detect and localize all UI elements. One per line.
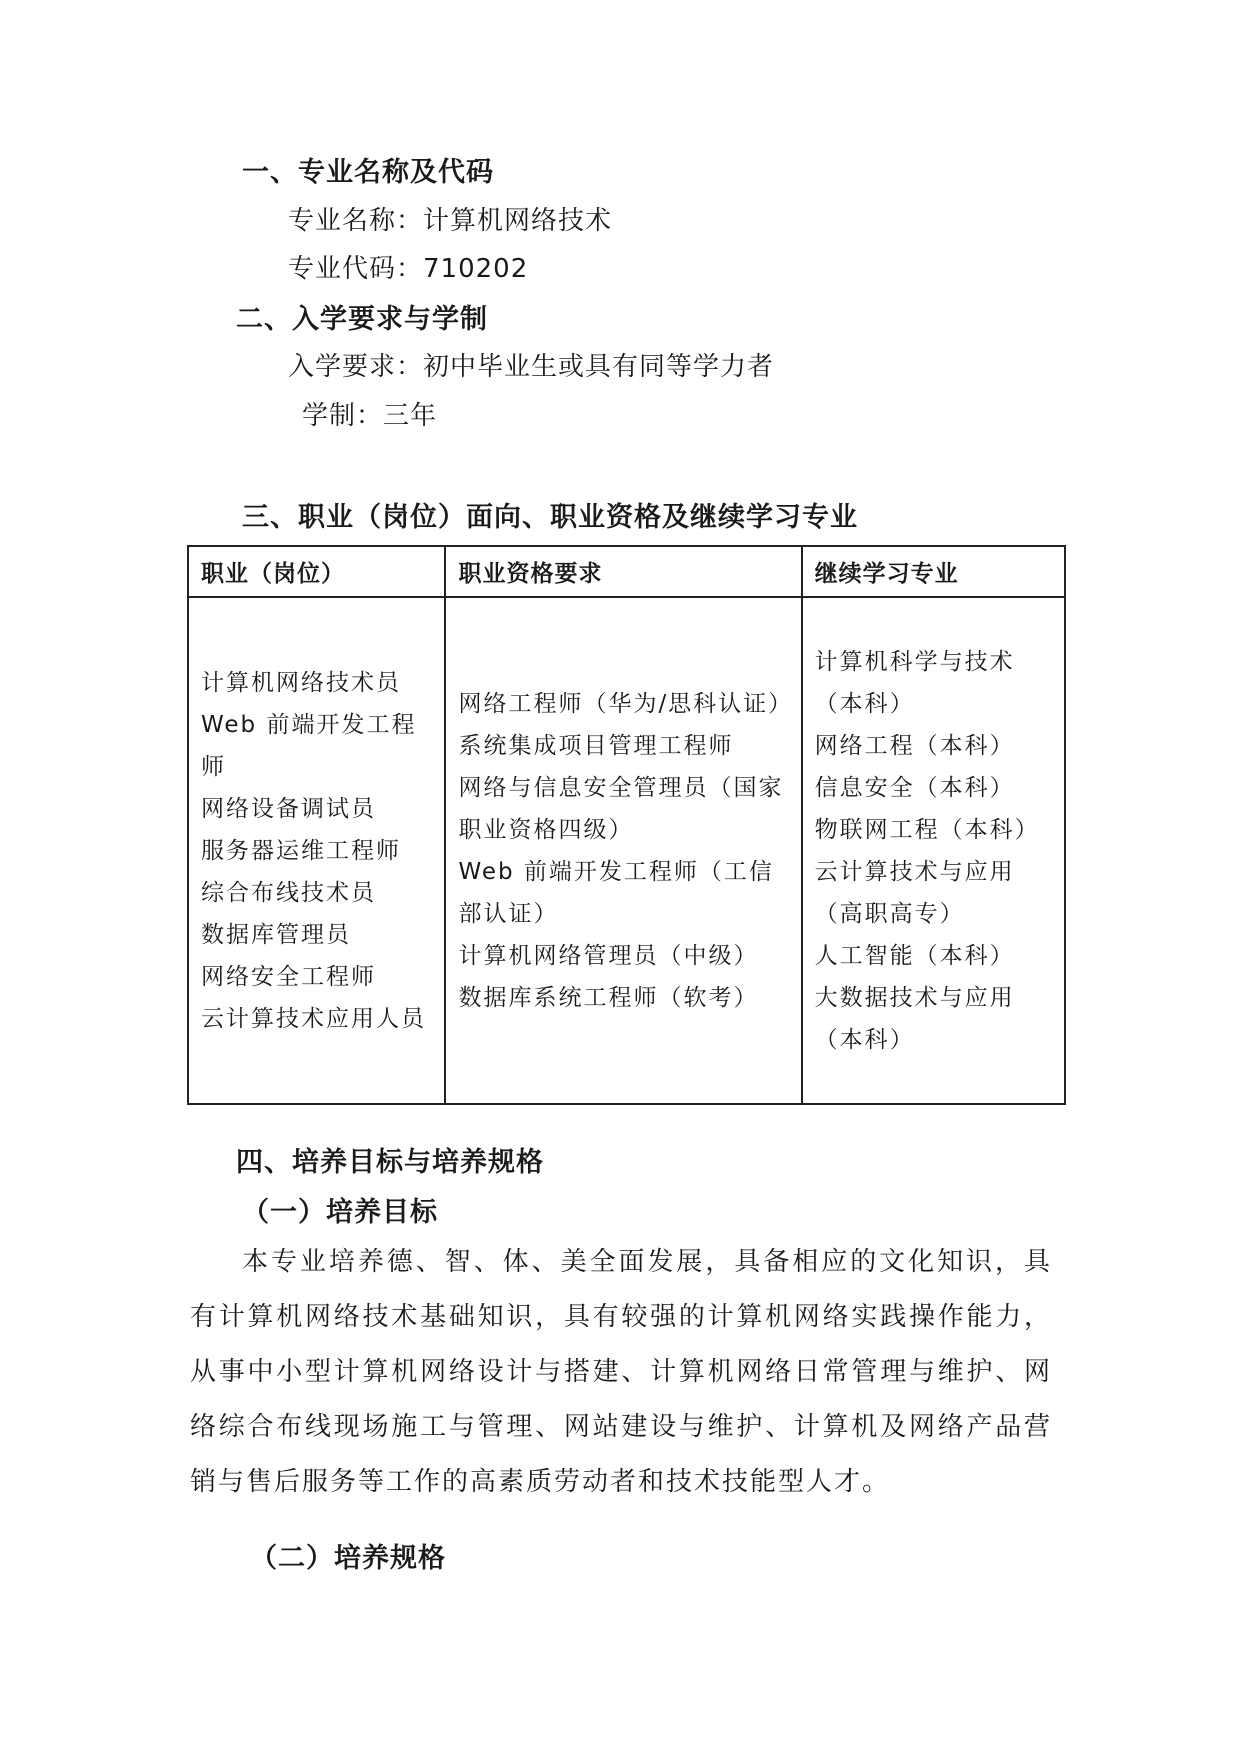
training-spec-heading: （二）培养规格 [250,1543,446,1574]
list-item: 系统集成项目管理工程师 [458,732,734,759]
duration-line [302,395,437,432]
list-item: 网络工程（本科） [814,732,1015,759]
list-item: 人工智能（本科） [814,942,1015,969]
col-header-further-study: 继续学习专业 [802,546,1065,597]
occupation-list [201,662,434,1040]
qualification-list [458,683,794,1019]
list-item: 网络工程师（华为/思科认证） [458,690,794,717]
major-name-line [288,200,612,237]
list-item: 物联网工程（本科） [814,816,1040,843]
training-goal-paragraph: 本专业培养德、智、体、美全面发展，具备相应的文化知识，具有计算机网络技术基础知识，具有较强的计算机网络实践操作能力，从事中小型计算机网络设计与搭建、计算机网络日常管理与维护、网络综合布线现场施工与管理、网站建设与维护、计算机及网络产品营销与售后服务等工作的高素质劳动者和技术技能型人才。 [190,1247,1052,1497]
major-name-value: 计算机网络技术 [423,206,613,236]
list-item: Web 前端开发工程师（工信部认证） [458,858,774,927]
list-item: 大数据技术与应用（本科） [814,984,1015,1053]
training-goal-heading: （一）培养目标 [242,1197,438,1228]
further-study-list [815,641,1054,1061]
list-item: 网络安全工程师 [201,963,376,990]
list-item: 综合布线技术员 [201,879,376,906]
list-item: 数据库系统工程师（软考） [458,984,759,1011]
major-code-label: 专业代码： [288,254,424,284]
list-item: 云计算技术应用人员 [201,1005,426,1032]
list-item: 数据库管理员 [201,921,351,948]
occupation-table [187,545,1066,1105]
list-item: 网络与信息安全管理员（国家职业资格四级） [458,774,784,843]
entry-requirement-line [288,346,774,383]
col-header-qualification: 职业资格要求 [445,546,801,597]
col-header-occupation: 职业（岗位） [188,546,445,597]
major-name-label: 专业名称： [288,206,424,236]
section3-heading: 三、职业（岗位）面向、职业资格及继续学习专业 [242,502,858,533]
section1-heading: 一、专业名称及代码 [242,157,494,188]
entry-requirement-value: 初中毕业生或具有同等学力者 [423,352,775,382]
table-row [188,597,1065,1104]
occupation-cell [188,597,445,1104]
further-study-cell [802,597,1065,1104]
list-item: 服务器运维工程师 [201,837,401,864]
entry-requirement-label: 入学要求： [288,352,424,382]
list-item: 信息安全（本科） [814,774,1015,801]
qualification-cell [445,597,801,1104]
major-code-value: 710202 [423,254,529,284]
table-header-row [188,546,1065,597]
list-item: 计算机网络技术员 [201,669,401,696]
major-code-line [288,248,528,285]
duration-value: 三年 [383,401,438,431]
list-item: 云计算技术与应用（高职高专） [814,858,1015,927]
list-item: 网络设备调试员 [201,795,376,822]
section4-heading: 四、培养目标与培养规格 [236,1147,544,1178]
section2-heading: 二、入学要求与学制 [236,304,488,335]
list-item: 计算机科学与技术（本科） [814,648,1015,717]
list-item: Web 前端开发工程师 [201,711,417,780]
list-item: 计算机网络管理员（中级） [458,942,759,969]
duration-label: 学制： [302,401,384,431]
